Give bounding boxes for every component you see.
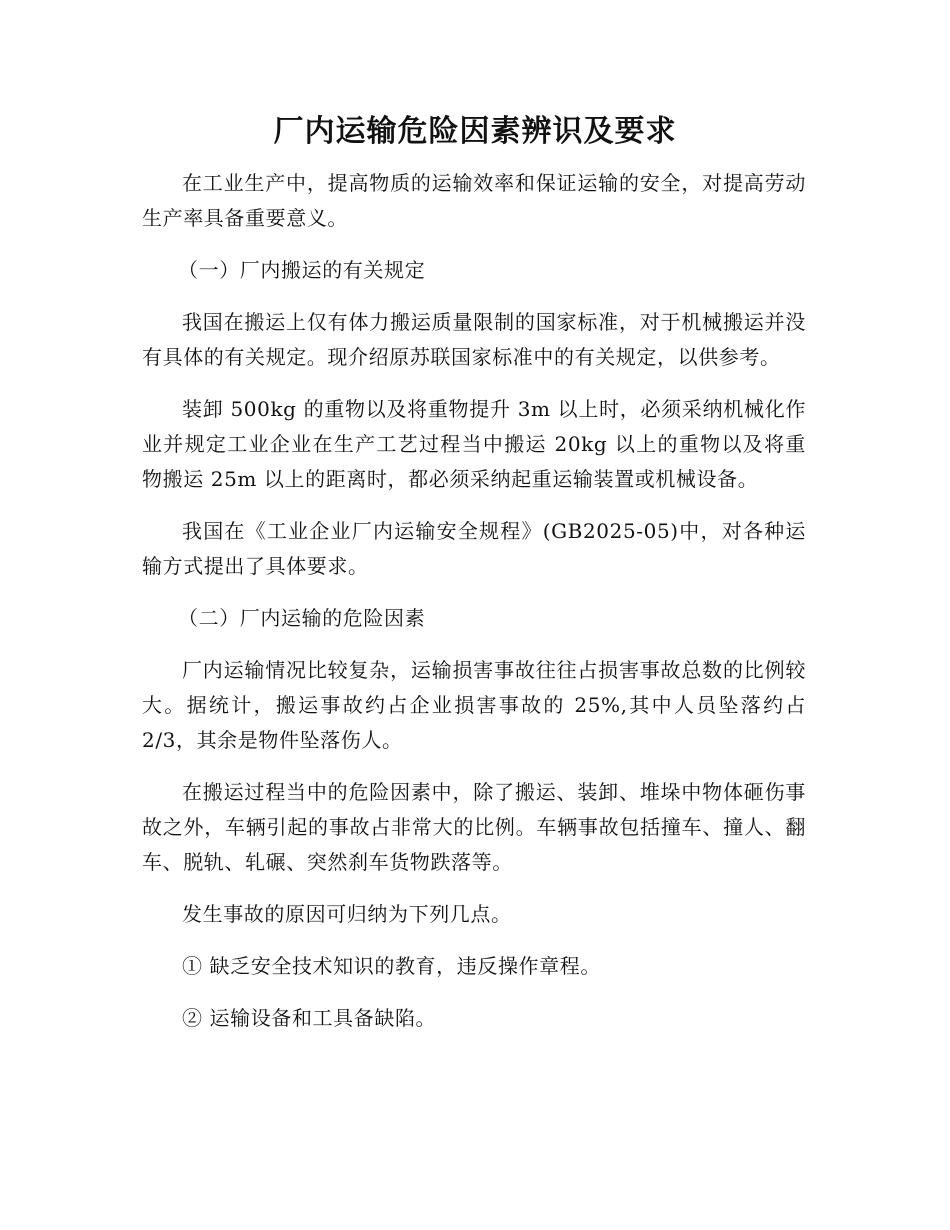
paragraph: 装卸 500kg 的重物以及将重物提升 3m 以上时，必须采纳机械化作业并规定工业企业在生产工艺过程当中搬运 20kg 以上的重物以及将重物搬运 25m 以上的距离时，都必须采纳起重运输装置或机械设备。	[142, 397, 806, 491]
paragraph: 发生事故的原因可归纳为下列几点。	[182, 902, 512, 926]
paragraph: 在搬运过程当中的危险因素中，除了搬运、装卸、堆垛中物体砸伤事故之外，车辆引起的事故占非常大的比例。车辆事故包括撞车、撞人、翻车、脱轨、轧碾、突然刹车货物跌落等。	[142, 780, 806, 874]
list-item: ① 缺乏安全技术知识的教育，违反操作章程。	[182, 954, 601, 978]
section-heading: （一）厂内搬运的有关规定	[178, 258, 426, 282]
document-body	[142, 166, 806, 1053]
paragraph: 我国在搬运上仅有体力搬运质量限制的国家标准，对于机械搬运并没有具体的有关规定。现介绍原苏联国家标准中的有关规定，以供参考。	[142, 310, 806, 369]
list-item: ② 运输设备和工具备缺陷。	[182, 1006, 437, 1030]
document-title: 厂内运输危险因素辨识及要求	[273, 114, 677, 149]
paragraph: 在工业生产中，提高物质的运输效率和保证运输的安全，对提高劳动生产率具备重要意义。	[142, 171, 806, 230]
section-heading: （二）厂内运输的危险因素	[178, 606, 426, 630]
paragraph: 厂内运输情况比较复杂，运输损害事故往往占损害事故总数的比例较大。据统计，搬运事故约占企业损害事故的 25%,其中人员坠落约占 2/3，其余是物件坠落伤人。	[142, 658, 806, 752]
paragraph: 我国在《工业企业厂内运输安全规程》(GB2025-05)中，对各种运输方式提出了具体要求。	[142, 519, 806, 578]
